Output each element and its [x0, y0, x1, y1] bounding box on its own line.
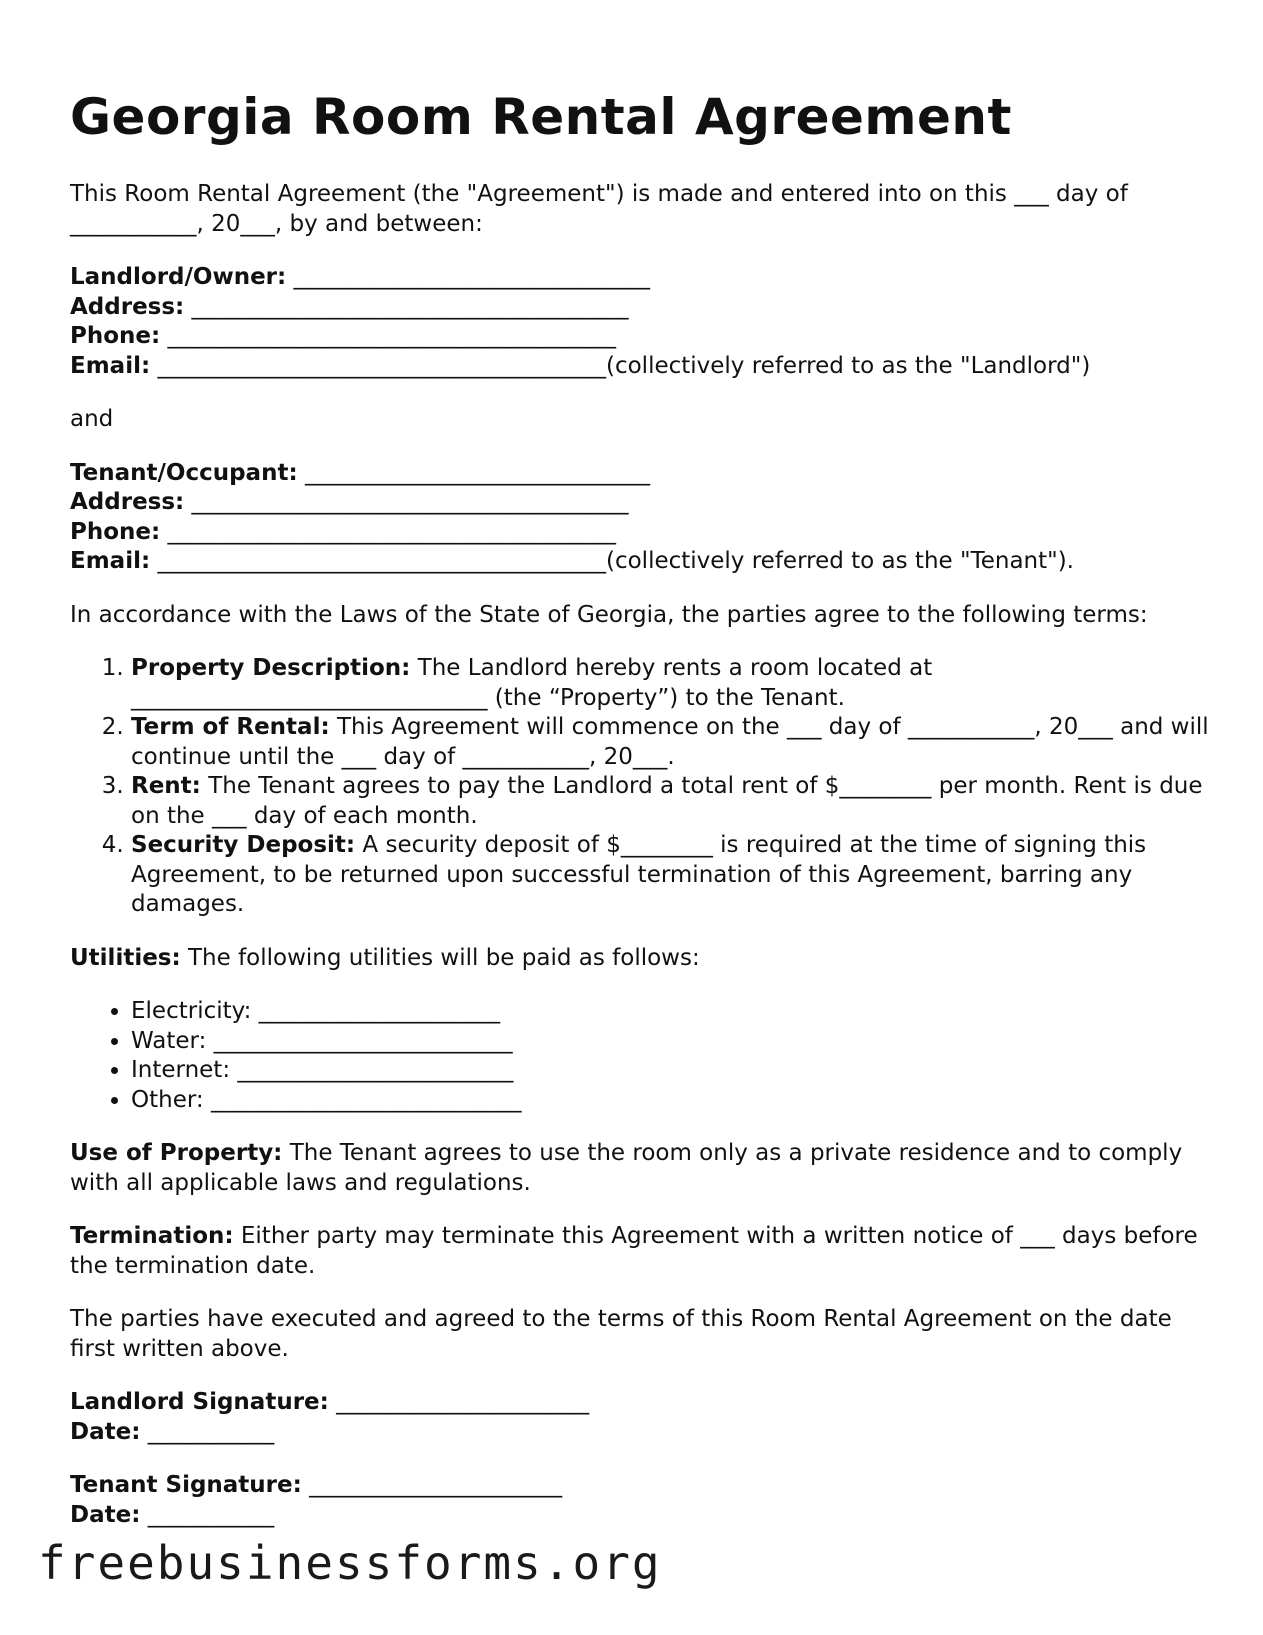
tenant-email-line [70, 547, 1210, 577]
landlord-email-line [70, 352, 1210, 382]
tenant-email-blank: _______________________________________ [150, 548, 606, 574]
tenant-address-blank: ______________________________________ [184, 489, 629, 515]
landlord-address-line [70, 293, 1210, 323]
landlord-email-blank: _______________________________________ [150, 352, 606, 379]
tenant-occupant-label: Tenant/Occupant: [70, 459, 298, 486]
utilities-list [70, 997, 1210, 1115]
landlord-block [70, 263, 1210, 381]
term-text: The Tenant agrees to pay the Landlord a total rent of $________ per month. Rent is due on the ___ day of each month. [131, 773, 1203, 829]
landlord-phone-line [70, 322, 1210, 352]
landlord-date-blank: ___________ [140, 1418, 275, 1445]
tenant-date-line [70, 1501, 1210, 1531]
landlord-address-blank: ______________________________________ [184, 293, 629, 320]
landlord-signature-blank: ______________________ [328, 1389, 590, 1415]
termination-text: Either party may terminate this Agreement with a written notice of ___ days before the termination date. [70, 1223, 1198, 1279]
and-text: and [70, 406, 114, 432]
utilities-label: Utilities: [70, 944, 181, 971]
tenant-phone-blank: _______________________________________ [160, 518, 617, 545]
term-text: A security deposit of $________ is required at the time of signing this Agreement, to be returned upon successful termination of this Agreement, barring any damages. [131, 832, 1147, 917]
tenant-signature-blank: ______________________ [301, 1472, 563, 1498]
tenant-occupant-blank: ______________________________ [297, 459, 650, 486]
use-of-property-paragraph [70, 1139, 1210, 1198]
termination-paragraph [70, 1222, 1210, 1281]
tenant-occupant-line [70, 459, 1210, 489]
landlord-email-suffix: (collectively referred to as the "Landlord") [605, 352, 1091, 379]
tenant-signature-line [70, 1471, 1210, 1501]
document-title: Georgia Room Rental Agreement [70, 88, 1012, 146]
landlord-date-line [70, 1418, 1210, 1448]
intro-paragraph: This Room Rental Agreement (the "Agreement") is made and entered into on this ___ day of ___________, 20___, by and between: [70, 181, 1128, 237]
tenant-date-label: Date: [70, 1501, 141, 1528]
tenant-date-blank: ___________ [140, 1501, 275, 1528]
term-item [131, 772, 1210, 831]
term-label: Rent: [131, 773, 201, 799]
term-text: This Agreement will commence on the ___ day of ___________, 20___ and will continue until the ___ day of ___________, 20___. [131, 714, 1209, 770]
landlord-owner-blank: _______________________________ [286, 264, 651, 290]
utility-item: • Other: ___________________________ [131, 1086, 1210, 1116]
utility-item: • Electricity: _____________________ [131, 997, 1210, 1027]
utility-item: • Internet: ________________________ [131, 1056, 1210, 1086]
tenant-block [70, 459, 1210, 577]
term-item [131, 831, 1210, 920]
utilities-paragraph [70, 944, 1210, 974]
utility-item: • Water: __________________________ [131, 1027, 1210, 1057]
landlord-signature-line [70, 1388, 1210, 1418]
tenant-email-suffix: (collectively referred to as the "Tenant"). [605, 548, 1074, 574]
landlord-address-label: Address: [70, 293, 185, 320]
tenant-address-line [70, 488, 1210, 518]
landlord-email-label: Email: [70, 352, 151, 379]
tenant-phone-line [70, 518, 1210, 548]
executed-paragraph: The parties have executed and agreed to the terms of this Room Rental Agreement on the date first written above. [70, 1306, 1172, 1362]
term-label: Term of Rental: [131, 714, 330, 740]
landlord-signature-block [70, 1388, 1210, 1447]
landlord-date-label: Date: [70, 1418, 141, 1445]
use-of-property-label: Use of Property: [70, 1140, 283, 1166]
landlord-phone-label: Phone: [70, 323, 161, 349]
tenant-signature-label: Tenant Signature: [70, 1472, 302, 1498]
term-label: Security Deposit: [131, 832, 356, 858]
term-item [131, 654, 1210, 713]
utilities-text: The following utilities will be paid as follows: [180, 944, 700, 971]
tenant-address-label: Address: [70, 489, 185, 515]
term-label: Property Description: [131, 655, 411, 681]
tenant-signature-block [70, 1471, 1210, 1530]
landlord-phone-blank: _______________________________________ [160, 323, 617, 349]
tenant-phone-label: Phone: [70, 518, 161, 545]
terms-list [70, 654, 1210, 920]
watermark-text: freebusinessforms.org [38, 1536, 662, 1590]
agreement-document [70, 86, 1210, 1554]
landlord-owner-label: Landlord/Owner: [70, 264, 287, 290]
use-of-property-text: The Tenant agrees to use the room only as a private residence and to comply with all applicable laws and regulations. [70, 1140, 1183, 1196]
termination-label: Termination: [70, 1223, 234, 1249]
term-text: The Landlord hereby rents a room located at _______________________________ (the “Property”) to the Tenant. [131, 655, 933, 711]
term-item [131, 713, 1210, 772]
landlord-owner-line [70, 263, 1210, 293]
accordance-paragraph: In accordance with the Laws of the State of Georgia, the parties agree to the following terms: [70, 601, 1148, 628]
tenant-email-label: Email: [70, 548, 151, 574]
landlord-signature-label: Landlord Signature: [70, 1389, 329, 1415]
